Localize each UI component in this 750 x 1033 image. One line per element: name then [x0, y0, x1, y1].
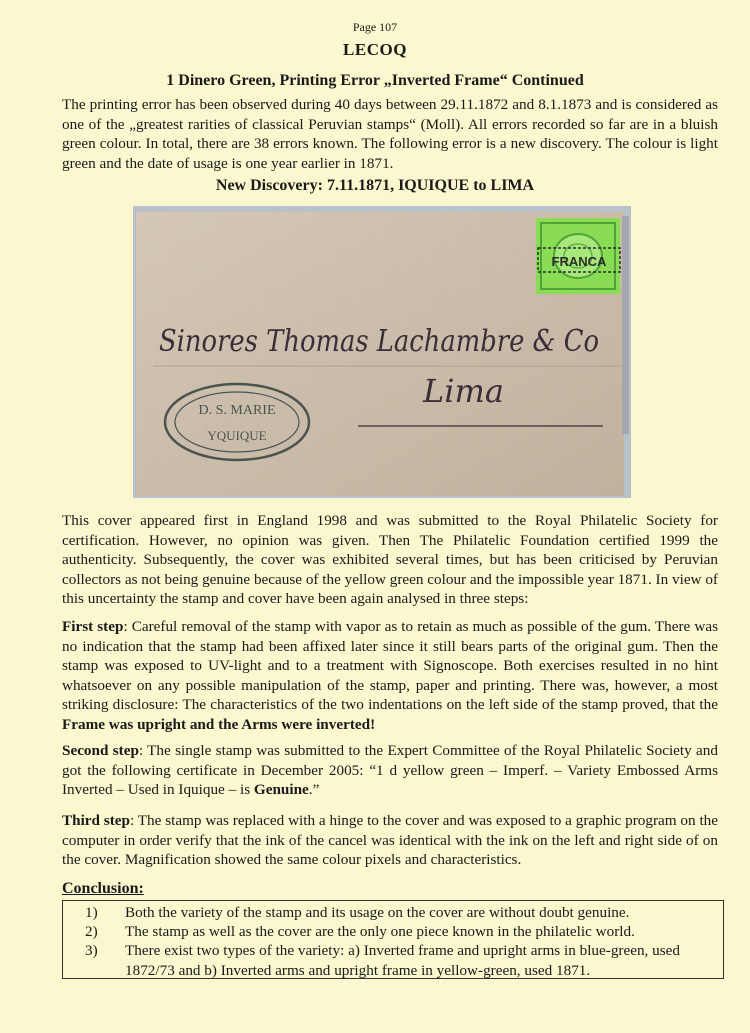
conclusion-item-text: Both the variety of the stamp and its usage on the cover are without doubt genuine. [125, 904, 630, 921]
conclusion-item-text: There exist two types of the variety: a) Inverted frame and upright arms in blue-green, used 1872/73 and b) Inverted arms and upright frame in yellow-green, used 1871. [125, 942, 680, 979]
postmark-top: D. S. MARIE [198, 403, 276, 418]
address-line-1: Sinores Thomas Lachambre & Co [159, 324, 599, 359]
history-paragraph: This cover appeared first in England 1998 and was submitted to the Royal Philatelic Society for certification. However, no opinion was given. Then The Philatelic Foundation certified 1999 the authenticity. Subsequently, the cover was exhibited several times, but has been criticised by Peruvian collectors as not being genuine because of the yellow green colour and the impossible year 1871. In view of this uncertainty the stamp and cover have been again analysed in three steps: [62, 512, 718, 608]
conclusion-item-number: 3) [85, 942, 98, 959]
conclusion-item-text: The stamp as well as the cover are the only one piece known in the philatelic world. [125, 923, 635, 940]
second-step-tail: .” [308, 781, 320, 799]
discovery-title: New Discovery: 7.11.1871, IQUIQUE to LIMA [215, 177, 535, 194]
conclusion-title: Conclusion: [62, 880, 144, 897]
first-step-paragraph [62, 617, 718, 735]
conclusion-item-number: 1) [85, 904, 98, 921]
third-step-label: Third step [62, 812, 130, 829]
postmark-bottom: YQUIQUE [207, 428, 267, 443]
second-step-text: : The single stamp was submitted to the Expert Committee of the Royal Philatelic Society and got the following certificate in December 2005: “1 d yellow green – Imperf. – Variety Embossed Arms Inverted – Used in Iquique – is [62, 742, 718, 799]
third-step-paragraph [62, 811, 718, 870]
stamp [536, 218, 620, 294]
intro-paragraph: The printing error has been observed during 40 days between 29.11.1872 and 8.1.1873 and is considered as one of the „greatest rarities of classical Peruvian stamps“ (Moll). All errors recorded so far are in a bluish green colour. In total, there are 38 errors known. The following error is a new discovery. The colour is light green and the date of usage is one year earlier in 1871. [62, 96, 718, 172]
first-step-text: : Careful removal of the stamp with vapor as to retain as much as possible of the gum. There was no indication that the stamp had been affixed later since it still bears parts of the original gum. Then the stamp was exposed to UV-light and to a treatment with Signoscope. Both exercises resulted in no hint whatsoever on any possible manipulation of the stamp, paper and printing. There was, however, a most striking disclosure: The characteristics of the two indentations on the left side of the stamp proved, that the [62, 618, 718, 714]
page-heading: LECOQ [343, 40, 407, 59]
third-step-text: : The stamp was replaced with a hinge to the cover and was exposed to a graphic program on the computer in order verify that the ink of the cancel was identical with the ink on the left and right side of on the cover. Magnification showed the same colour pixels and characteristics. [62, 812, 719, 869]
second-step-verdict: Genuine [253, 781, 309, 799]
cover-flap-shadow [622, 216, 629, 434]
page-subheading: 1 Dinero Green, Printing Error „Inverted Frame“ Continued [166, 72, 584, 89]
conclusion-item-number: 2) [85, 923, 98, 940]
address-line-2: Lima [423, 372, 504, 410]
second-step-paragraph [62, 741, 718, 800]
cancel-text: FRANCA [551, 254, 607, 269]
first-step-finding: Frame was upright and the Arms were inverted! [62, 715, 376, 733]
conclusion-box [62, 900, 724, 979]
second-step-label: Second step [62, 742, 139, 759]
cover-image [133, 206, 631, 498]
page-number: Page 107 [352, 20, 398, 34]
first-step-label: First step [62, 618, 124, 635]
